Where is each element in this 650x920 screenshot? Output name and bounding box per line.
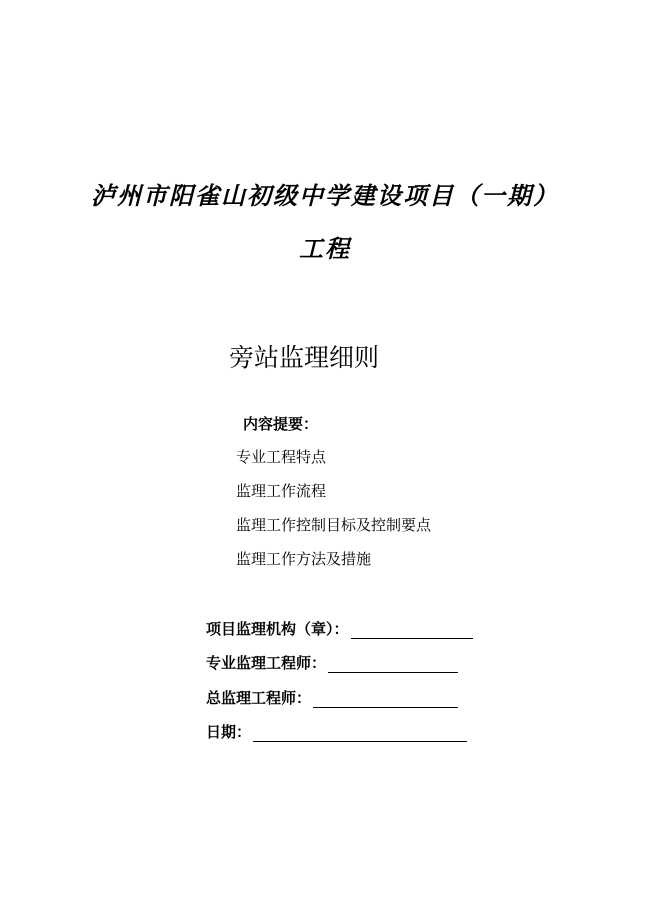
document-type-title: 旁站监理细则 xyxy=(229,343,380,372)
contents-item: 监理工作控制目标及控制要点 xyxy=(236,516,432,534)
project-title-line-1: 泸州市阳雀山初级中学建设项目（一期） xyxy=(91,182,559,210)
contents-item: 监理工作方法及措施 xyxy=(236,550,372,568)
date-row xyxy=(206,721,467,742)
date-label: 日期： xyxy=(206,723,252,741)
chief-engineer-signature-line xyxy=(313,691,458,708)
contents-item: 专业工程特点 xyxy=(236,448,327,466)
project-title-line-2: 工程 xyxy=(299,235,351,263)
specialist-engineer-signature-line xyxy=(328,656,458,673)
organization-signature-line xyxy=(351,622,473,639)
contents-heading: 内容提要： xyxy=(243,415,319,433)
contents-item: 监理工作流程 xyxy=(236,482,327,500)
organization-label: 项目监理机构（章）： xyxy=(206,620,349,638)
chief-engineer-label: 总监理工程师： xyxy=(206,689,312,707)
specialist-engineer-label: 专业监理工程师： xyxy=(206,654,327,672)
chief-engineer-signature-row xyxy=(206,687,458,708)
contents-list xyxy=(236,447,431,583)
organization-signature-row xyxy=(206,618,473,639)
specialist-engineer-signature-row xyxy=(206,652,458,673)
date-line xyxy=(253,725,467,742)
